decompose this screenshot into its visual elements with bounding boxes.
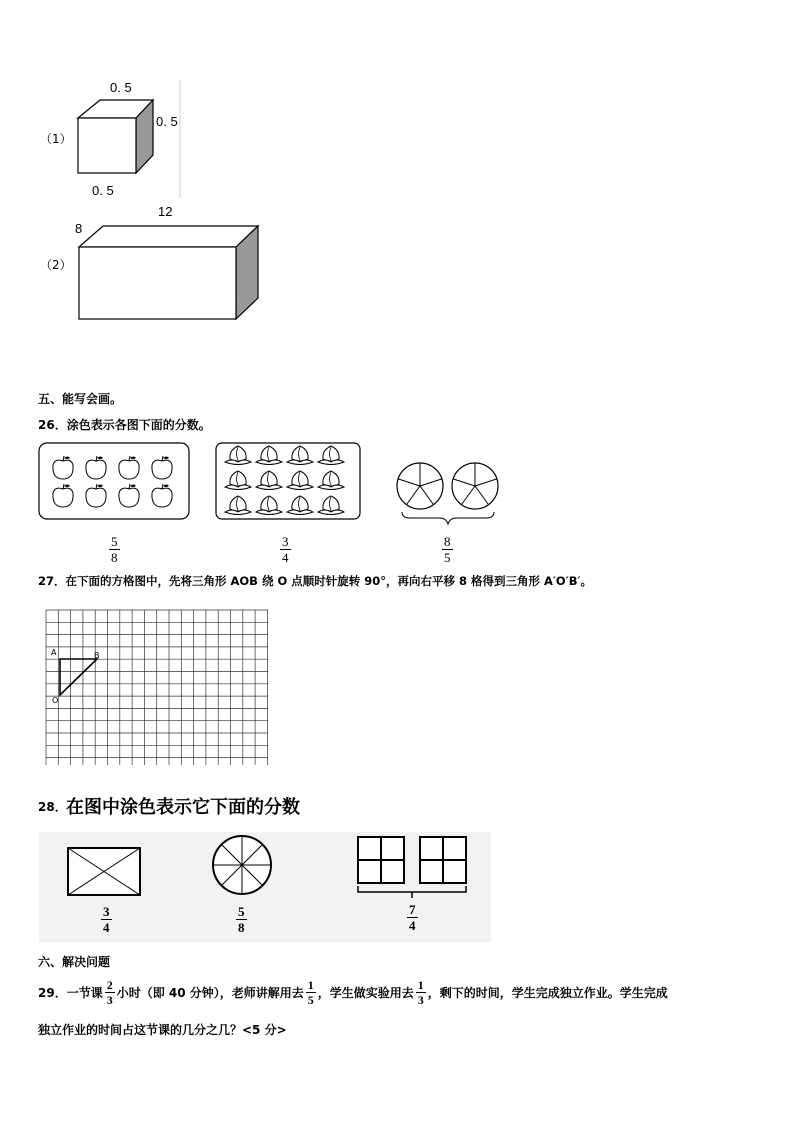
q26-fraction-1: $\frac{5}{8}$ <box>111 534 118 565</box>
q29-fraction-2: $\frac{1}{5}$ <box>307 977 314 1007</box>
point-b-label: B <box>94 651 100 660</box>
point-o-label: O <box>52 696 59 705</box>
q28-fraction-1: $\frac{3}{4}$ <box>103 904 110 935</box>
q29-fraction-3: $\frac{1}{3}$ <box>417 977 424 1007</box>
fig1-top-length: 0. 5 <box>110 80 132 95</box>
fig1-bottom-length: 0. 5 <box>92 183 114 198</box>
fig1-right-length: 0. 5 <box>156 114 178 129</box>
q26-fraction-2: $\frac{3}{4}$ <box>282 534 289 565</box>
fig2-left-width: 8 <box>75 221 83 236</box>
q29-text-3: ，学生做实验用去 <box>317 985 414 1000</box>
q29-line2: 独立作业的时间占这节课的几分之几？<5 分> <box>38 1023 287 1037</box>
q27-text: 27．在下面的方格图中，先将三角形 AOB 绕 O 点顺时针旋转 90°，再向右平移 8 格得到三角形 A′O′B′。 <box>38 574 593 588</box>
q29-text-4: ，剩下的时间，学生完成独立作业。学生完成 <box>427 985 668 1000</box>
fig2-top-length: 12 <box>158 204 173 219</box>
q29-line1 <box>38 975 668 1009</box>
q29-text-2: 小时（即 40 分钟），老师讲解用去 <box>116 985 304 1000</box>
fig1-label: （1） <box>40 132 72 146</box>
q28-number: 28． <box>38 800 67 814</box>
q29-text-1: 29．一节课 <box>38 985 103 1000</box>
section6-title: 六、解决问题 <box>38 955 111 969</box>
section5-title: 五、能写会画。 <box>38 392 123 406</box>
q28-fraction-3: $\frac{7}{4}$ <box>409 902 416 933</box>
point-a-label: A <box>51 648 57 657</box>
q28-fraction-2: $\frac{5}{8}$ <box>238 904 245 935</box>
q29-fraction-1: $\frac{2}{3}$ <box>106 977 113 1007</box>
q26-fraction-3: $\frac{8}{5}$ <box>444 534 451 565</box>
fig2-label: （2） <box>40 258 72 272</box>
q28-text: 在图中涂色表示它下面的分数 <box>66 797 300 818</box>
q26-text: 26．涂色表示各图下面的分数。 <box>38 418 211 432</box>
